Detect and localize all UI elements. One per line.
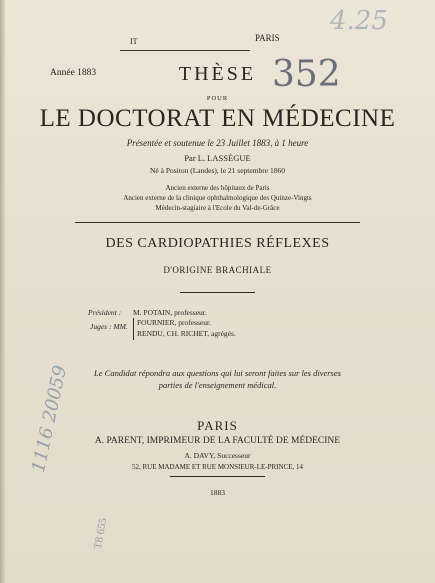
doctorat-title: LE DOCTORAT EN MÉDECINE	[39, 105, 396, 132]
short-rule	[180, 292, 255, 293]
imprint-city: PARIS	[197, 418, 238, 433]
handwritten-margin-note: 1116 20059	[28, 363, 72, 475]
note-line-1: Le Candidat répondra aux questions qui lui seront faites sur les diverses	[94, 368, 341, 378]
year-label: Année 1883	[50, 68, 97, 78]
imprint-successor: A. DAVY, Successeur	[184, 451, 251, 460]
born-line: Né à Positon (Landes), le 21 septembre 1860	[150, 166, 285, 175]
author-line: Par L. LASSÈGUE	[184, 153, 251, 163]
credential-2: Ancien externe de la clinique ophthalmologique des Quinze-Vingts	[123, 194, 312, 202]
imprint-year: 1883	[210, 488, 225, 497]
library-stamp: T8 655	[92, 516, 110, 551]
credential-1: Ancien externe des hôpitaux de Paris	[165, 184, 270, 192]
presented-line: Présentée et soutenue le 23 Juillet 1883, à 1 heure	[126, 138, 309, 148]
pour-label: POUR	[206, 95, 229, 102]
note-line-2: parties de l'enseignement médical.	[158, 380, 277, 390]
header-rule	[120, 50, 250, 51]
credential-3: Médecin-stagiaire à l'Ecole du Val-de-Grâce	[155, 204, 280, 212]
divider-rule	[75, 222, 360, 223]
header-right-fragment: PARIS	[255, 33, 280, 43]
imprint-address: 52, RUE MADAME ET RUE MONSIEUR-LE-PRINCE, 14	[132, 463, 303, 471]
imprint-printer: A. PARENT, IMPRIMEUR DE LA FACULTÉ DE MÉDECINE	[94, 436, 341, 446]
judge-1: FOURNIER, professeur.	[137, 318, 211, 327]
judge-2: RENDU, CH. RICHET, agrégés.	[137, 329, 236, 338]
imprint-rule	[170, 476, 265, 477]
judges-label: Juges : MM.	[90, 322, 128, 331]
handwritten-number: 352	[272, 54, 341, 95]
judges-brace	[133, 318, 134, 340]
president-label: Président :	[88, 308, 122, 317]
subject-title: DES CARDIOPATHIES RÉFLEXES	[105, 236, 330, 251]
corner-note: 4.25	[330, 6, 388, 36]
header-left-fragment: IT	[130, 37, 138, 46]
these-title: THÈSE	[178, 63, 257, 85]
president-name: M. POTAIN, professeur.	[133, 308, 207, 317]
subject-subtitle: D'ORIGINE BRACHIALE	[163, 265, 272, 275]
